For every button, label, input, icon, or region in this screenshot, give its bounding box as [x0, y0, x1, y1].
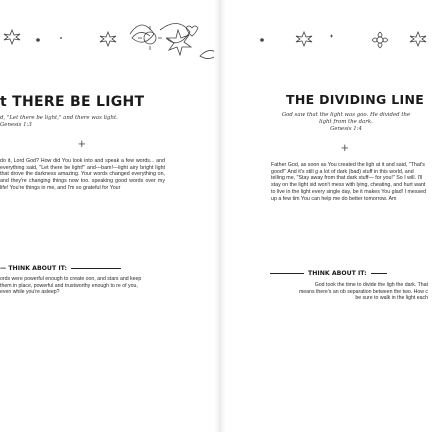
heading-rule [71, 268, 121, 269]
heading-rule [270, 273, 304, 274]
cross-icon: + [78, 136, 86, 151]
scripture-verse [276, 112, 416, 132]
think-about-it-heading [270, 270, 387, 277]
cross-icon: + [341, 140, 349, 155]
heading-rule [371, 273, 387, 274]
left-page [0, 0, 214, 432]
verse-reference: Genesis 1:3 [0, 121, 32, 128]
verse-text: God saw that the light was goo. He divided the light from the dark. [281, 112, 411, 125]
think-about-it-text: God took the time to divide the ligh the dark. That means there's an ob separation between the two. How c be sure to walk in the light each [298, 282, 428, 302]
verse-text: d, "Let there be light," and there was light. [0, 115, 118, 121]
scripture-verse [0, 115, 150, 129]
right-page [226, 0, 432, 432]
think-about-it-text: ords were powerful enough to create oon, and stars and keep them in place, powerful and trustworthy enough to re of you, even while you're asleep? [0, 276, 142, 296]
verse-reference: Genesis 1:4 [330, 125, 362, 132]
think-heading-label: THINK ABOUT IT: [308, 270, 367, 277]
prayer-body: do it, Lord God? How did You look into and speak a few words... and everything said, "Let there be light!" and—bam!—light airy bright light that drove the darkness amazing. Your words changed everything on, and they're changing things now too. speaking good words over my life! You're things in me, and I'm so grateful for Your [0, 158, 165, 191]
book-gutter [214, 0, 226, 432]
page-title: t THERE BE LIGHT [0, 94, 145, 110]
think-about-it-heading [0, 265, 121, 272]
think-heading-label: — THINK ABOUT IT: [0, 265, 67, 272]
prayer-body: Father God, as soon as You created the ligh at it and said, "That's good!" And it's still g a lot of dark (bad) stuff in this world, and telling me, "Stay away from that dark stuff— for you!" So I will. I'll stay on the light sid won't mess with lying, cheating, and hurt want to live in the light every single day, be it makes You glad! I messed up a few tim You can help me do better tomorrow. Am [271, 162, 427, 202]
page-title: THE DIVIDING LINE [286, 92, 425, 107]
